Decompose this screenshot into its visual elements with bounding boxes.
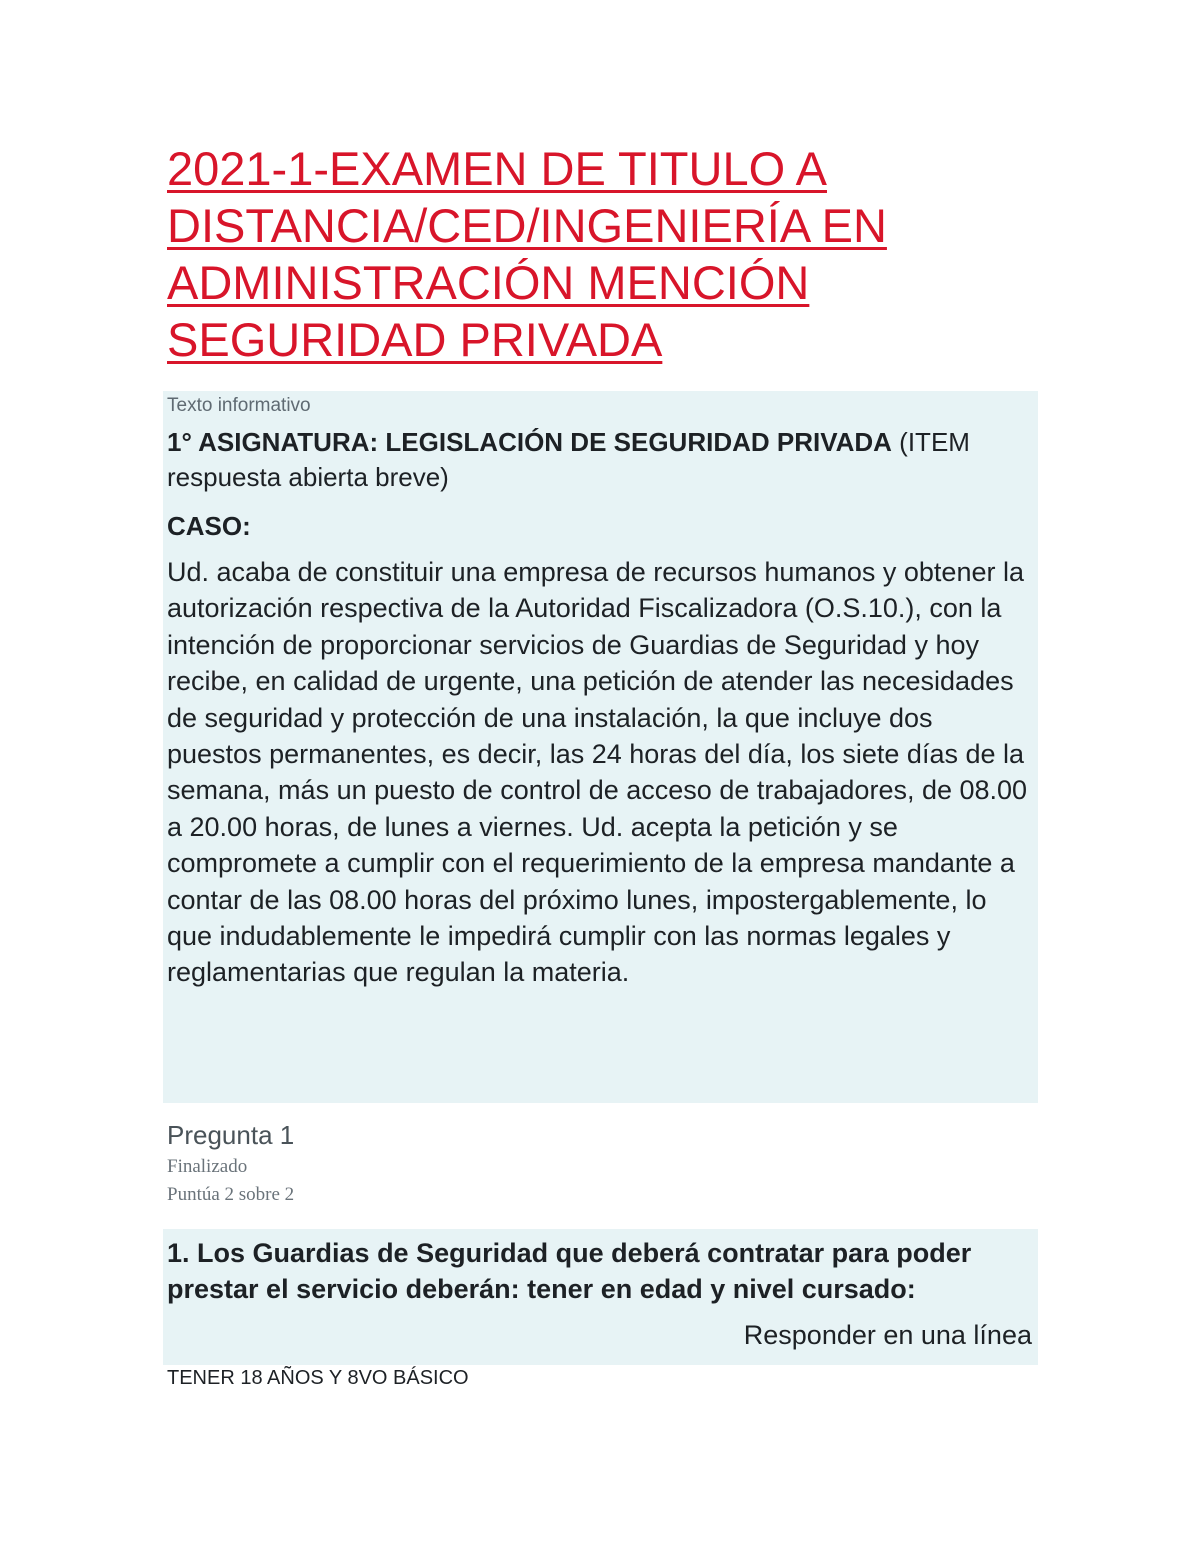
page-title: 2021-1-EXAMEN DE TITULO A DISTANCIA/CED/INGENIERÍA EN ADMINISTRACIÓN MENCIÓN SEGURIDAD PRIVADA (167, 142, 887, 366)
case-heading: CASO: (167, 511, 251, 541)
question-number: Pregunta 1 (167, 1120, 295, 1150)
case-text: Ud. acaba de constituir una empresa de recursos humanos y obtener la autorización respectiva de la Autoridad Fiscalizadora (O.S.10.), con la intención de proporcionar servicios de Guardias de Seguridad y hoy recibe, en calidad de urgente, una petición de atender las necesidades de seguridad y protección de una instalación, la que incluye dos puestos permanentes, es decir, las 24 horas del día, los siete días de la semana, más un puesto de control de acceso de trabajadores, de 08.00 a 20.00 horas, de lunes a viernes. Ud. acepta la petición y se compromete a cumplir con el requerimiento de la empresa mandante a contar de las 08.00 horas del próximo lunes, impostergablemente, lo que indudablemente le impedirá cumplir con las normas legales y reglamentarias que regulan la materia. (167, 557, 1028, 988)
subject-title: 1° ASIGNATURA: LEGISLACIÓN DE SEGURIDAD PRIVADA (167, 427, 892, 457)
question-box (163, 1229, 1038, 1365)
question-status: Finalizado (167, 1156, 248, 1177)
question-text: 1. Los Guardias de Seguridad que deberá contratar para poder prestar el servicio deberán: tener en edad y nivel cursado: (167, 1238, 972, 1304)
info-label: Texto informativo (167, 395, 311, 416)
answer-hint: Responder en una línea (743, 1320, 1032, 1350)
info-text-box (163, 391, 1038, 1103)
subject-note: (ITEM respuesta abierta breve) (167, 427, 970, 492)
subject-heading (167, 425, 1027, 495)
question-grade: Puntúa 2 sobre 2 (167, 1184, 295, 1205)
question-info (167, 1117, 294, 1209)
answer-text: TENER 18 AÑOS Y 8VO BÁSICO (167, 1367, 469, 1389)
